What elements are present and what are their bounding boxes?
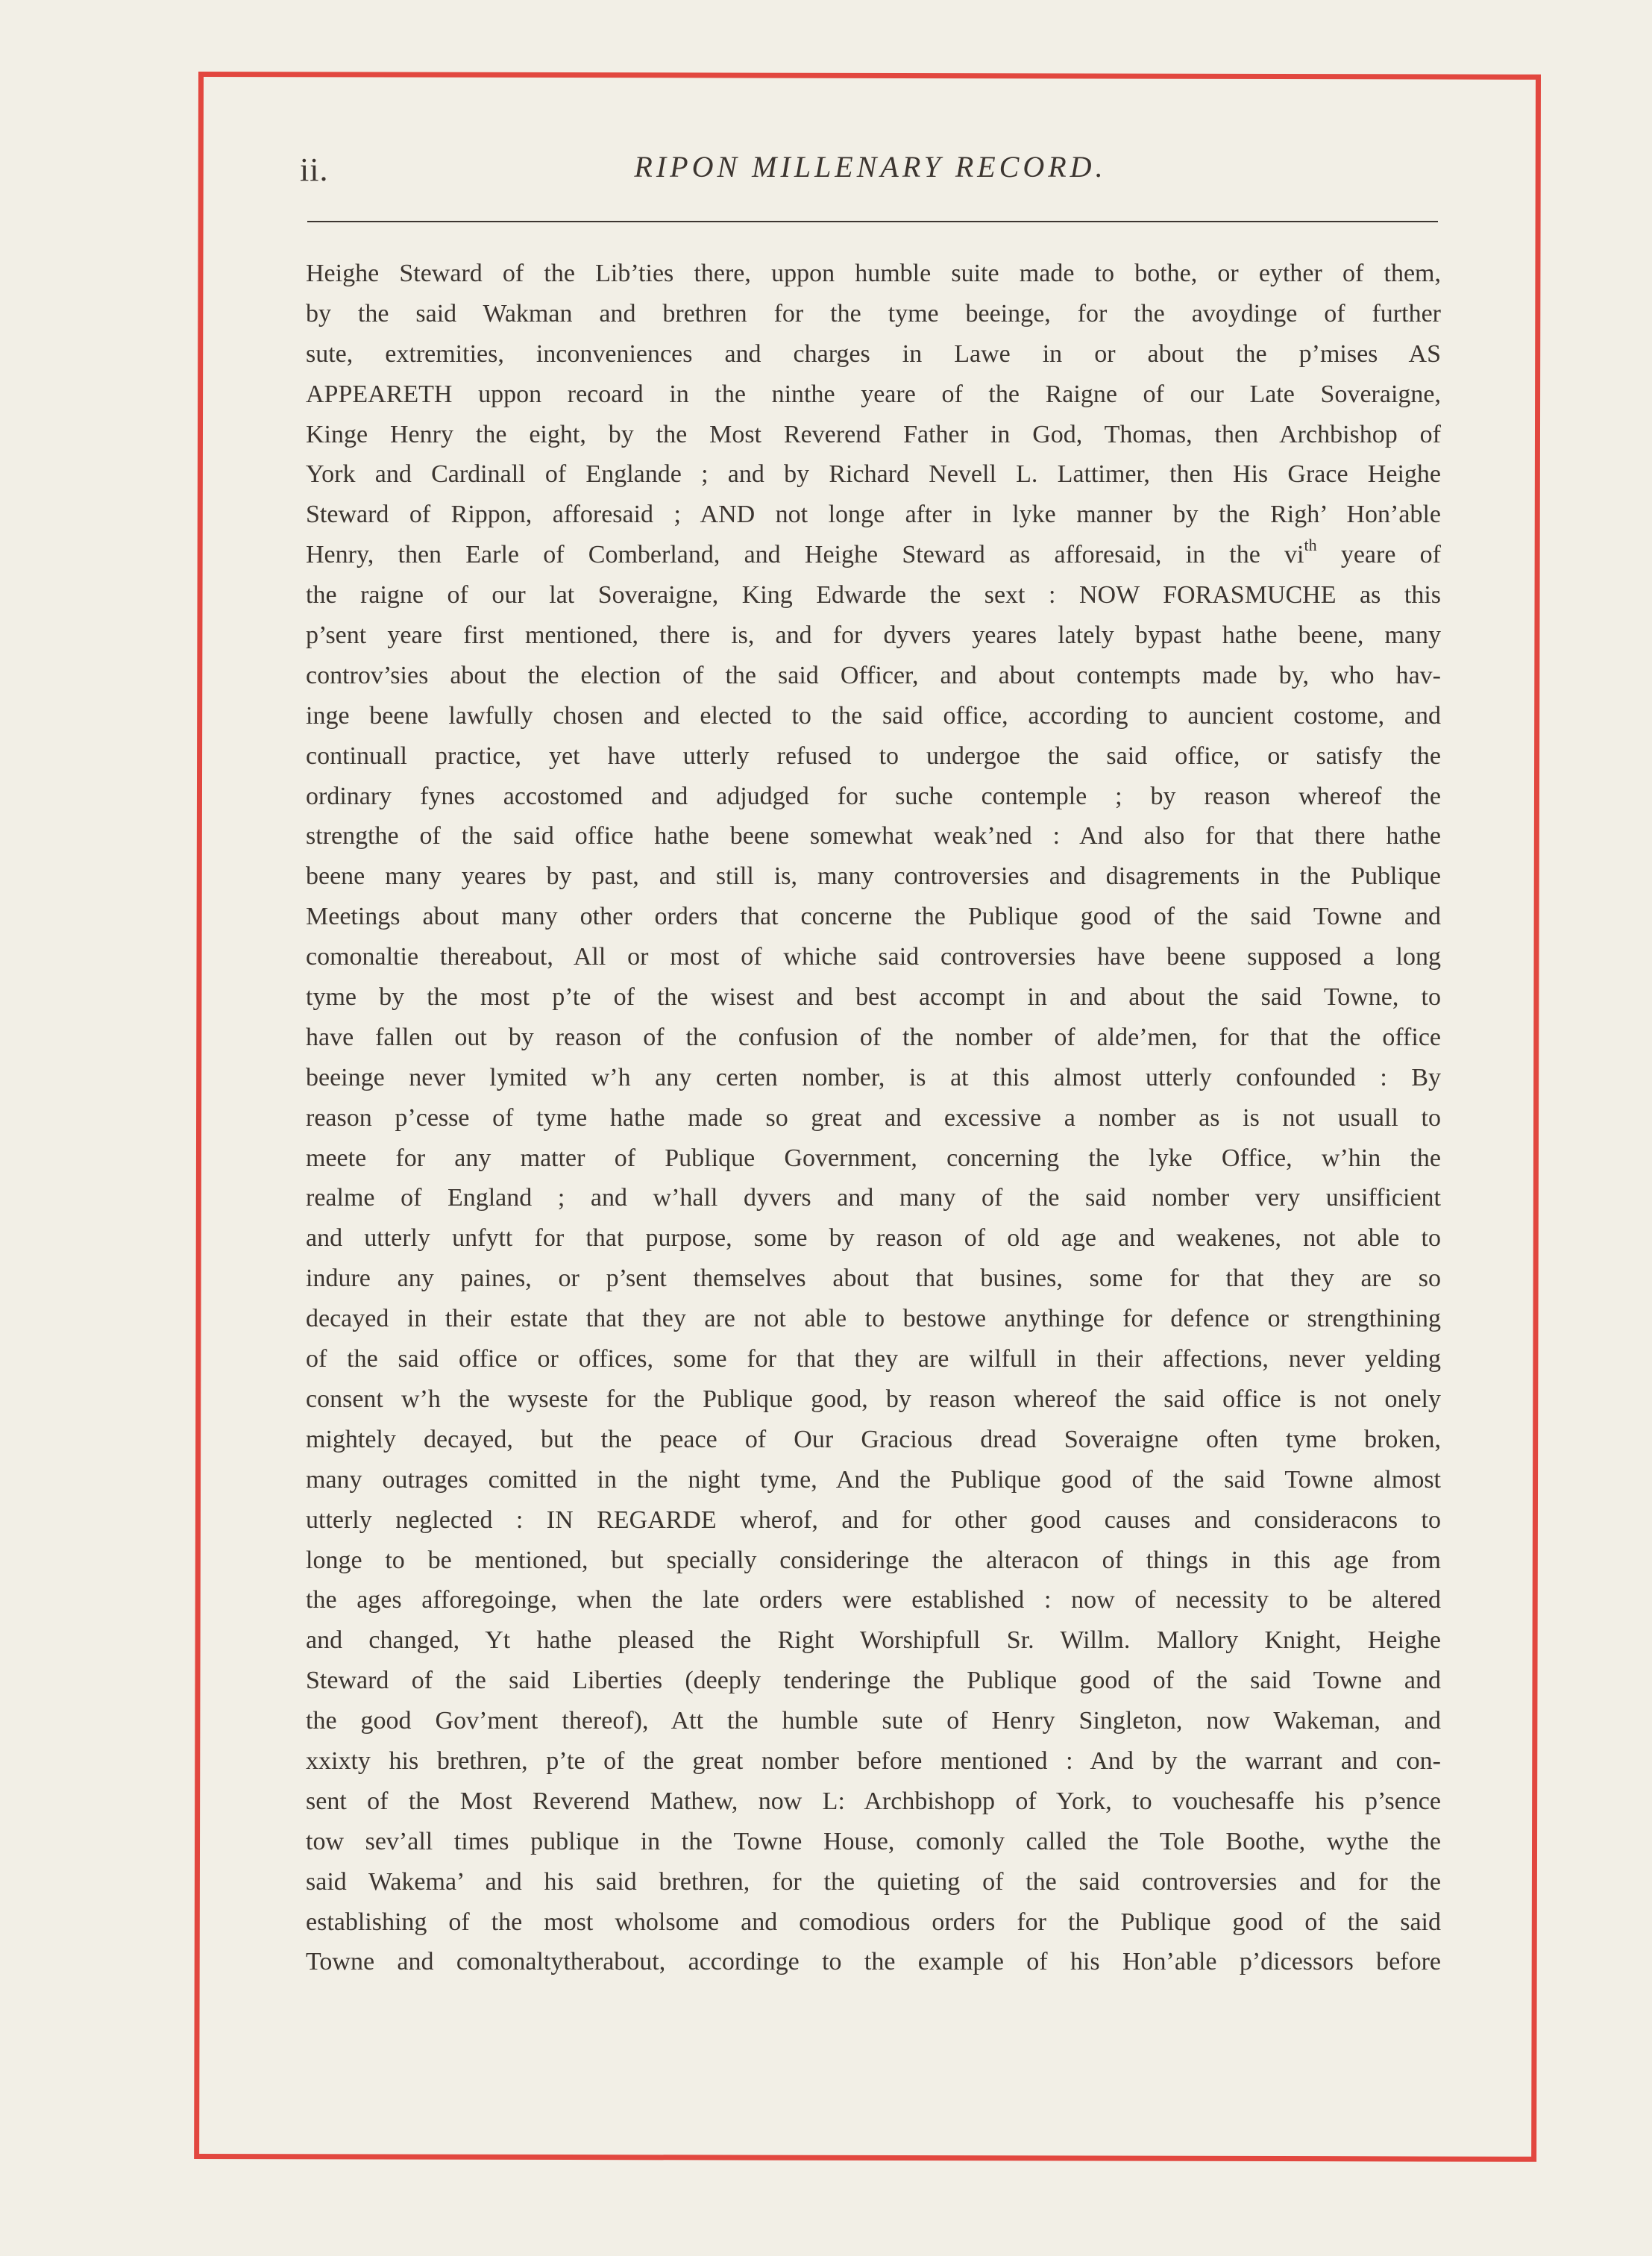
text-line: of the said office or offices, some for that they are wilfull in their affections, never yelding <box>306 1345 1441 1373</box>
text-line: realme of England ; and w’hall dyvers and many of the said nomber very unsifficient <box>306 1184 1441 1212</box>
text-line: establishing of the most wholsome and comodious orders for the Publique good of the said <box>306 1908 1441 1936</box>
text-line: Kinge Henry the eight, by the Most Reverend Father in God, Thomas, then Archbishop of <box>306 420 1441 448</box>
text-line: p’sent yeare first mentioned, there is, and for dyvers yeares lately bypast hathe beene, many <box>306 621 1441 650</box>
text-line: Steward of the said Liberties (deeply tenderinge the Publique good of the said Towne and <box>306 1667 1441 1695</box>
text-line: the ages afforegoinge, when the late orders were established : now of necessity to be altered <box>306 1586 1441 1614</box>
text-line: York and Cardinall of Englande ; and by Richard Nevell L. Lattimer, then His Grace Heighe <box>306 460 1441 489</box>
text-line: meete for any matter of Publique Government, concerning the lyke Office, w’hin the <box>306 1144 1441 1172</box>
text-line: decayed in their estate that they are not able to bestowe anythinge for defence or strengthining <box>306 1305 1441 1333</box>
page-number: ii. <box>300 151 329 188</box>
text-line: have fallen out by reason of the confusion of the nomber of alde’men, for that the office <box>306 1023 1441 1051</box>
text-line: by the said Wakman and brethren for the tyme beeinge, for the avoydinge of further <box>306 299 1441 328</box>
text-line: sute, extremities, inconveniences and charges in Lawe in or about the p’mises AS <box>306 339 1441 368</box>
text-line: said Wakema’ and his said brethren, for the quieting of the said controversies and for the <box>306 1867 1441 1896</box>
running-title: RIPON MILLENARY RECORD. <box>634 150 1107 184</box>
text-line: beene many yeares by past, and still is, many controversies and disagrements in the Publique <box>306 862 1441 891</box>
text-line: ordinary fynes accostomed and adjudged for suche contemple ; by reason whereof the <box>306 782 1441 810</box>
text-line: sent of the Most Reverend Mathew, now L: Archbishopp of York, to vouchesaffe his p’sence <box>306 1787 1441 1815</box>
text-line: utterly neglected : IN REGARDE wherof, and for other good causes and consideracons to <box>306 1505 1441 1534</box>
text-line: Towne and comonaltytherabout, accordinge to the example of his Hon’able p’dicessors before <box>306 1948 1441 1976</box>
header-divider <box>307 221 1438 222</box>
text-line: beeinge never lymited w’h any certen nomber, is at this almost utterly confounded : By <box>306 1063 1441 1091</box>
text-line: mightely decayed, but the peace of Our Gracious dread Soveraigne often tyme broken, <box>306 1425 1441 1453</box>
text-line: continuall practice, yet have utterly refused to undergoe the said office, or satisfy the <box>306 742 1441 770</box>
text-line: inge beene lawfully chosen and elected to the said office, according to auncient costome, and <box>306 701 1441 730</box>
text-line: longe to be mentioned, but specially consideringe the alteracon of things in this age from <box>306 1546 1441 1574</box>
text-line: indure any paines, or p’sent themselves about that busines, some for that they are so <box>306 1265 1441 1293</box>
text-line: and utterly unfytt for that purpose, some by reason of old age and weakenes, not able to <box>306 1224 1441 1253</box>
text-line: the good Gov’ment thereof), Att the humble sute of Henry Singleton, now Wakeman, and <box>306 1707 1441 1735</box>
text-line: Heighe Steward of the Lib’ties there, uppon humble suite made to bothe, or eyther of them, <box>306 260 1441 287</box>
text-line: consent w’h the wyseste for the Publique good, by reason whereof the said office is not onely <box>306 1385 1441 1413</box>
text-line: controv’sies about the election of the said Officer, and about contempts made by, who hav- <box>306 661 1441 689</box>
text-line: and changed, Yt hathe pleased the Right Worshipfull Sr. Willm. Mallory Knight, Heighe <box>306 1626 1441 1655</box>
text-line: Steward of Rippon, afforesaid ; AND not longe after in lyke manner by the Righ’ Hon’able <box>306 501 1441 529</box>
text-line: Henry, then Earle of Comberland, and Heighe Steward as afforesaid, in the $vi^{th}$ yeare of <box>306 535 1441 569</box>
text-line: strengthe of the said office hathe beene somewhat weak’ned : And also for that there hathe <box>306 822 1441 850</box>
text-line: comonaltie thereabout, All or most of whiche said controversies have beene supposed a long <box>306 943 1441 971</box>
text-line: reason p’cesse of tyme hathe made so great and excessive a nomber as is not usuall to <box>306 1103 1441 1132</box>
page-header <box>300 148 1441 192</box>
text-line: xxixty his brethren, p’te of the great nomber before mentioned : And by the warrant and con- <box>306 1746 1441 1775</box>
text-line: APPEARETH uppon recoard in the ninthe yeare of the Raigne of our Late Soveraigne, <box>306 380 1441 408</box>
text-line: Meetings about many other orders that concerne the Publique good of the said Towne and <box>306 903 1441 931</box>
body-text <box>306 254 1441 1982</box>
text-line: many outrages comitted in the night tyme, And the Publique good of the said Towne almost <box>306 1465 1441 1494</box>
text-line: tow sev’all times publique in the Towne House, comonly called the Tole Boothe, wythe the <box>306 1827 1441 1855</box>
text-line: the raigne of our lat Soveraigne, King Edwarde the sext : NOW FORASMUCHE as this <box>306 581 1441 610</box>
text-line: tyme by the most p’te of the wisest and best accompt in and about the said Towne, to <box>306 983 1441 1012</box>
